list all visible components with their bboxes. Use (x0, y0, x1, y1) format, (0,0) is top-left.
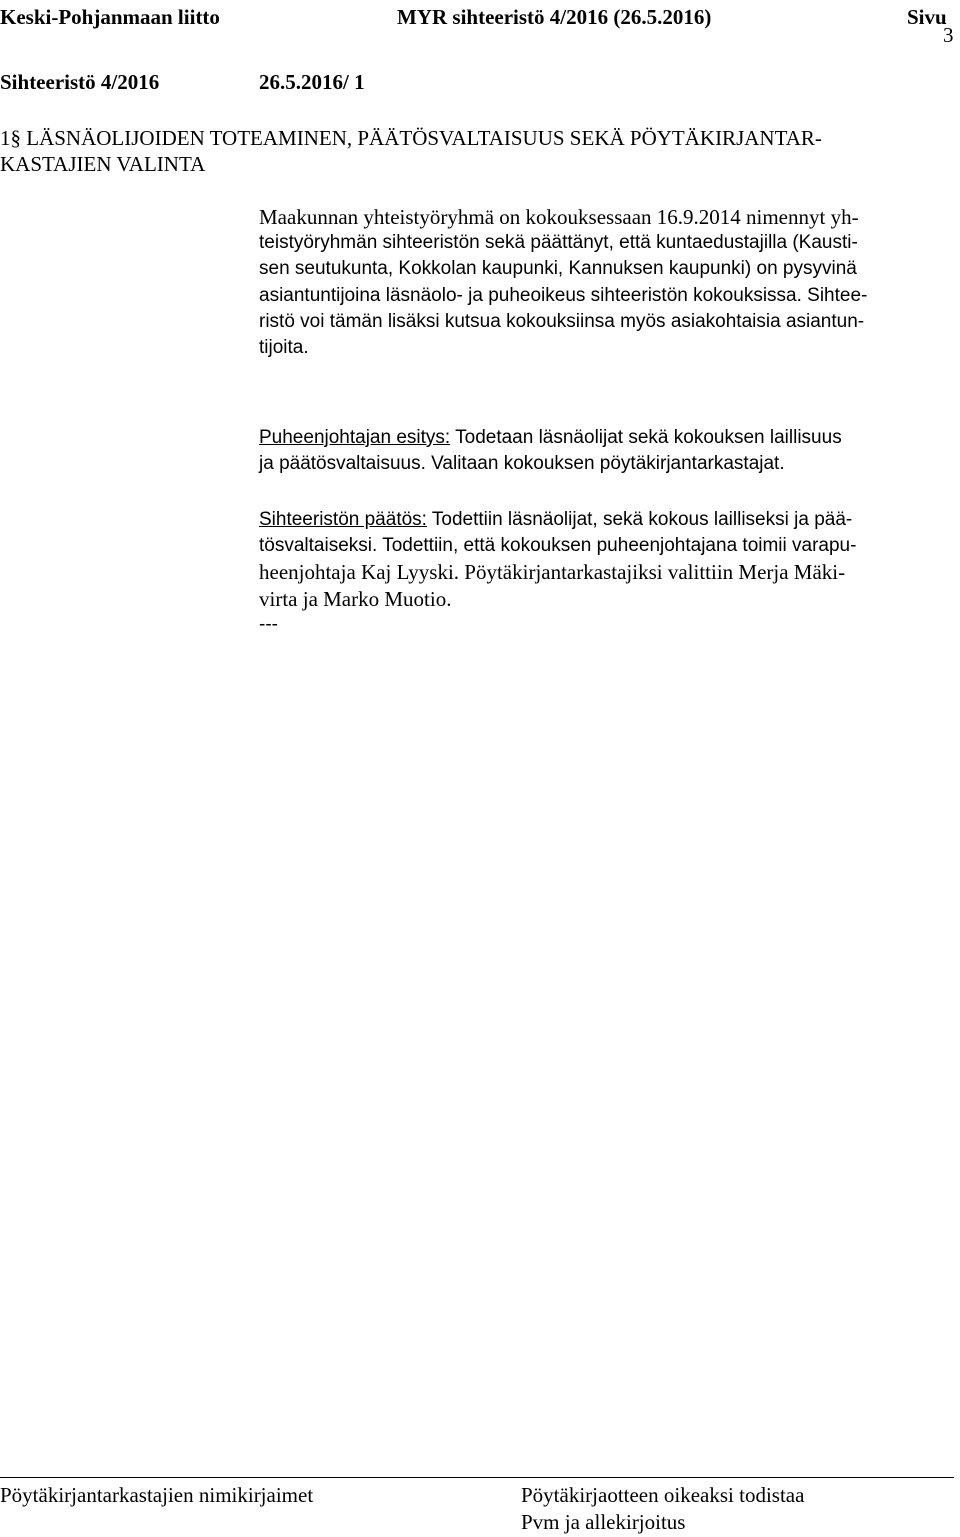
section-title-line: KASTAJIEN VALINTA (0, 152, 206, 176)
section-title-line: 1§ LÄSNÄOLIJOIDEN TOTEAMINEN, PÄÄTÖSVALTAISUUS SEKÄ PÖYTÄKIRJANTAR- (0, 126, 822, 150)
paragraph-line: Maakunnan yhteistyöryhmä on kokouksessaan 16.9.2014 nimennyt yh- (259, 205, 859, 229)
intro-paragraph (259, 204, 959, 361)
end-marker: --- (259, 613, 278, 635)
page-label: Sivu (907, 5, 947, 29)
decision-text: Todettiin läsnäolijat, sekä kokous lailliseksi ja pää- (426, 509, 853, 530)
organization-name: Keski-Pohjanmaan liitto (0, 5, 220, 29)
paragraph-line: virta ja Marko Muotio. (259, 586, 452, 611)
decision-label: Sihteeristön päätös: (259, 509, 427, 530)
meeting-title: MYR sihteeristö 4/2016 (26.5.2016) (397, 5, 712, 29)
paragraph-line: teistyöryhmän sihteeristön sekä päättänyt, että kuntaedustajilla (Kausti- (259, 232, 858, 254)
page-number: 3 (943, 23, 954, 47)
paragraph-line: sen seutukunta, Kokkolan kaupunki, Kannuksen kaupunki) on pysyvinä (259, 258, 857, 280)
section-title (0, 125, 950, 177)
paragraph-line (259, 507, 959, 533)
footer-divider (0, 1477, 954, 1478)
paragraph-line (259, 425, 959, 451)
footer-date-signature-label: Pvm ja allekirjoitus (521, 1510, 686, 1534)
footer-certification-label: Pöytäkirjaotteen oikeaksi todistaa (521, 1483, 805, 1507)
document-body-name: Sihteeristö 4/2016 (0, 70, 160, 94)
paragraph-line: tösvaltaiseksi. Todettiin, että kokouksen puheenjohtajana toimii varapu- (259, 535, 857, 557)
proposal-label: Puheenjohtajan esitys: (259, 427, 451, 448)
paragraph-line: tijoita. (259, 337, 309, 359)
document-reference: 26.5.2016/ 1 (259, 70, 365, 94)
paragraph-line: asiantuntijoina läsnäolo- ja puheoikeus sihteeristön kokouksissa. Sihtee- (259, 284, 868, 306)
paragraph-line: ja päätösvaltaisuus. Valitaan kokouksen pöytäkirjantarkastajat. (259, 453, 785, 475)
paragraph-line: ristö voi tämän lisäksi kutsua kokouksiinsa myös asiakohtaisia asiantun- (259, 310, 865, 332)
proposal-paragraph (259, 425, 959, 477)
proposal-text: Todetaan läsnäolijat sekä kokouksen laillisuus (450, 427, 842, 448)
paragraph-line: heenjohtaja Kaj Lyyski. Pöytäkirjantarkastajiksi valittiin Merja Mäki- (259, 560, 846, 585)
footer-initials-label: Pöytäkirjantarkastajien nimikirjaimet (0, 1483, 314, 1507)
decision-paragraph (259, 507, 959, 638)
